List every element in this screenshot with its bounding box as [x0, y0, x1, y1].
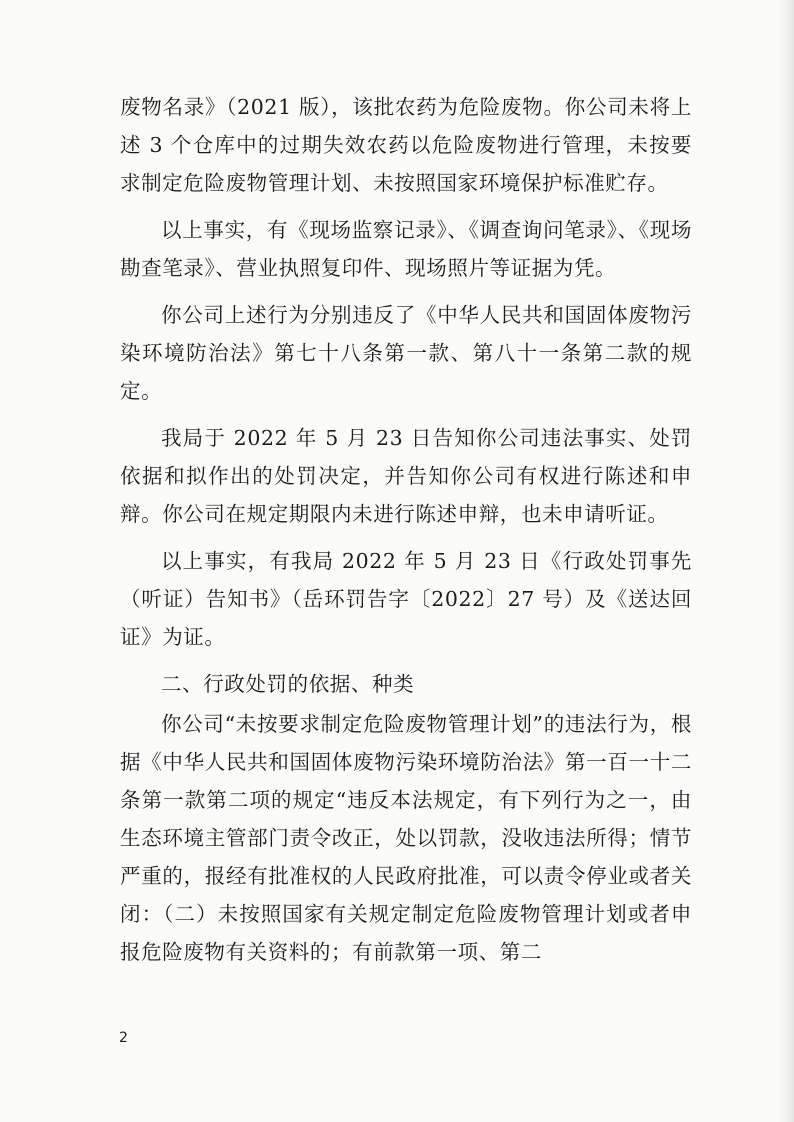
page-number: 2 [119, 1030, 128, 1046]
paragraph-violation: 你公司上述行为分别违反了《中华人民共和国固体废物污染环境防治法》第七十八条第一款、第八十一条第二款的规定。 [120, 303, 692, 403]
paragraph-notice-evidence: 以上事实，有我局 2022 年 5 月 23 日《行政处罚事先（听证）告知书》（岳环罚告字〔2022〕27 号）及《送达回证》为证。 [120, 549, 692, 649]
paragraph-continuation: 废物名录》（2021 版），该批农药为危险废物。你公司未将上述 3 个仓库中的过期失效农药以危险废物进行管理，未按要求制定危险废物管理计划、未按照国家环境保护标准贮存。 [120, 95, 692, 195]
paragraph-notice: 我局于 2022 年 5 月 23 日告知你公司违法事实、处罚依据和拟作出的处罚决定，并告知你公司有权进行陈述和申辩。你公司在规定期限内未进行陈述申辩，也未申请听证。 [120, 426, 692, 526]
scan-edge-shadow [776, 0, 794, 1122]
paragraph-legal-basis: 你公司“未按要求制定危险废物管理计划”的违法行为，根据《中华人民共和国固体废物污染环境防治法》第一百一十二条第一款第二项的规定“违反本法规定，有下列行为之一，由生态环境主管部门责令改正，处以罚款，没收违法所得；情节严重的，报经有批准权的人民政府批准，可以责令停业或者关闭：（二）未按照国家有关规定制定危险废物管理计划或者申报危险废物有关资料的；有前款第一项、第二 [120, 712, 692, 964]
document-body [120, 88, 692, 980]
section-heading-basis: 二、行政处罚的依据、种类 [161, 672, 415, 696]
paragraph-evidence: 以上事实，有《现场监察记录》、《调查询问笔录》、《现场勘查笔录》、营业执照复印件、现场照片等证据为凭。 [120, 218, 692, 280]
